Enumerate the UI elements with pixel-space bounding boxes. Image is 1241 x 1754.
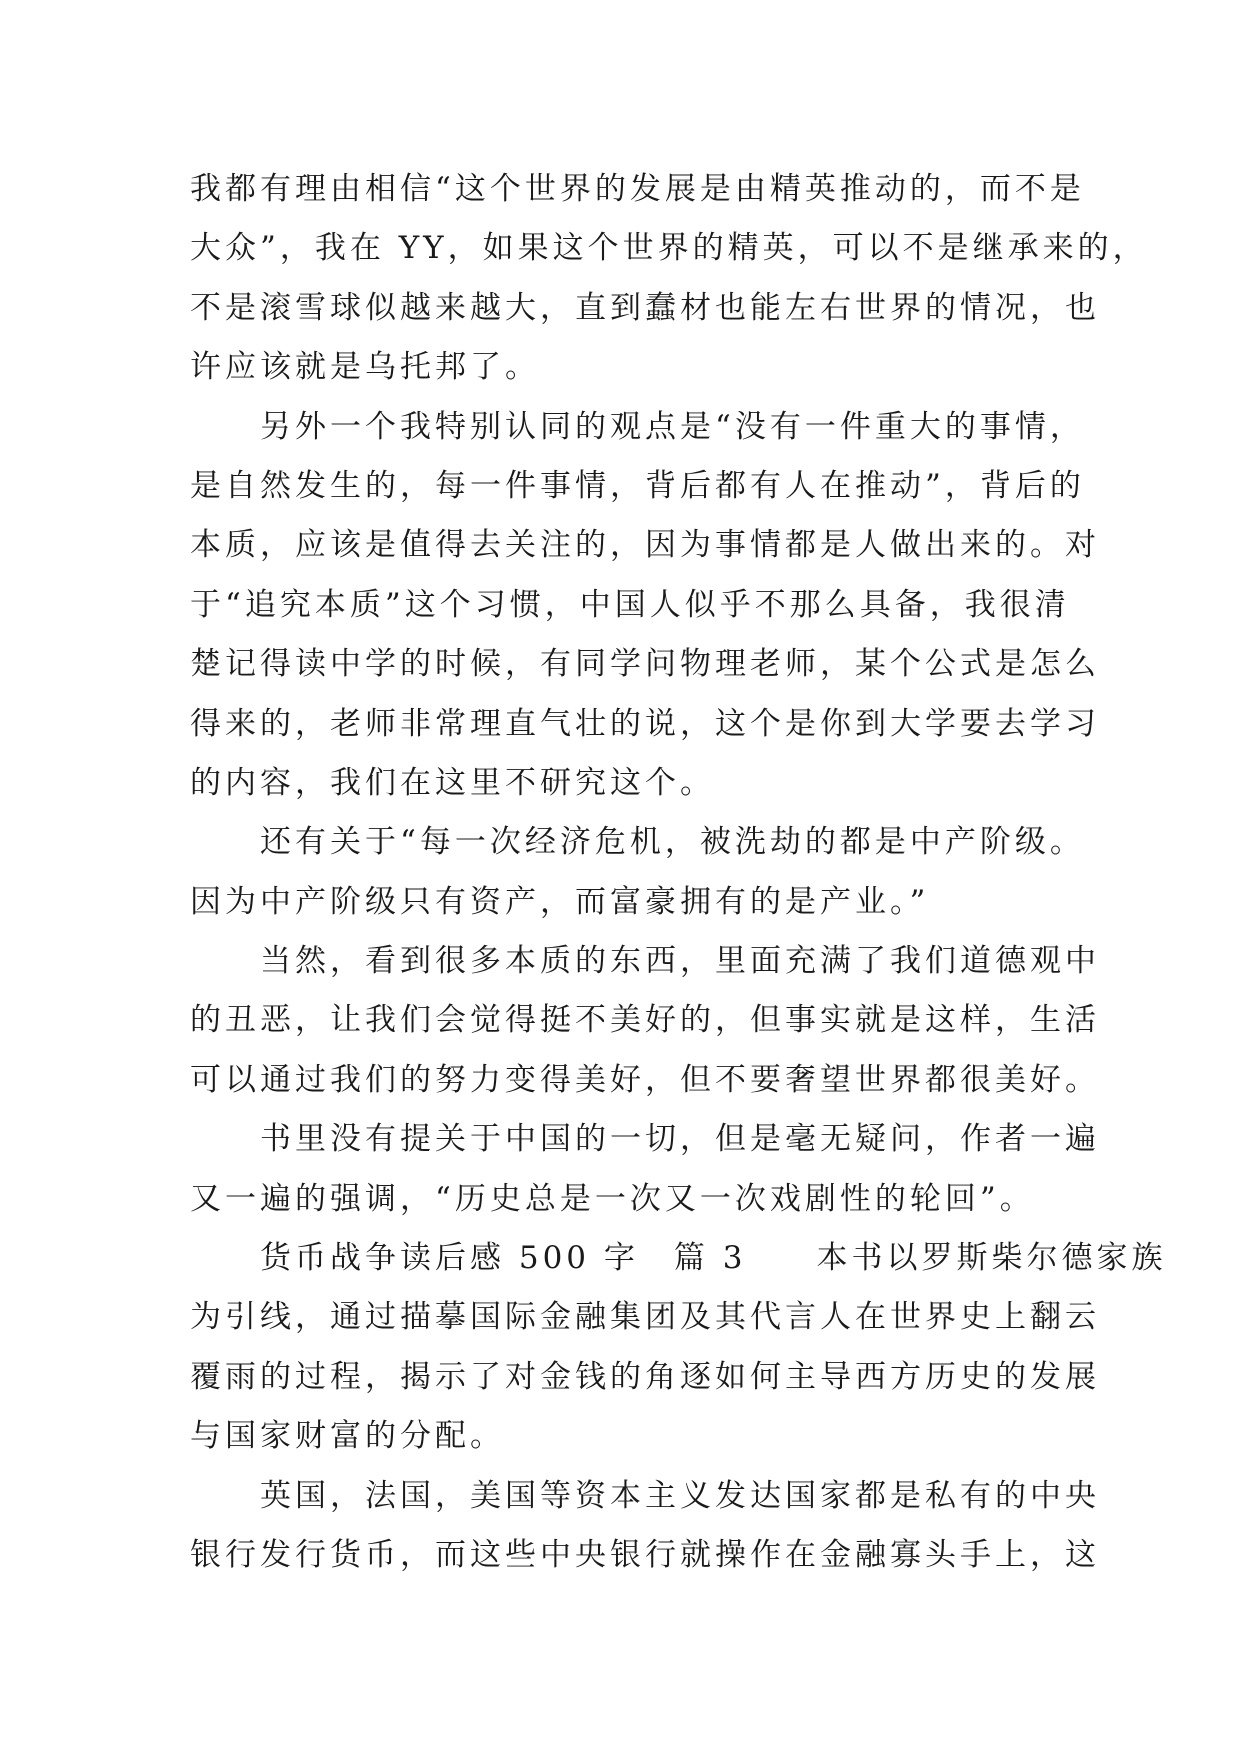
text-line: 大众”，我在 YY，如果这个世界的精英，可以不是继承来的， (190, 230, 1148, 267)
text-line: 英国，法国，美国等资本主义发达国家都是私有的中央 (190, 1477, 1100, 1514)
text-line: 可以通过我们的努力变得美好，但不要奢望世界都很美好。 (190, 1061, 1100, 1098)
text-line: 银行发行货币，而这些中央银行就操作在金融寡头手上，这 (190, 1536, 1100, 1573)
text-line: 本质，应该是值得去关注的，因为事情都是人做出来的。对 (190, 527, 1100, 564)
text-line: 不是滚雪球似越来越大，直到蠢材也能左右世界的情况，也 (190, 289, 1100, 326)
text-line: 得来的，老师非常理直气壮的说，这个是你到大学要去学习 (190, 705, 1100, 742)
text-line: 于“追究本质”这个习惯，中国人似乎不那么具备，我很清 (190, 586, 1070, 623)
text-line: 货币战争读后感 500 字 篇 3 本书以罗斯柴尔德家族 (190, 1240, 1167, 1277)
text-line: 楚记得读中学的时候，有同学问物理老师，某个公式是怎么 (190, 646, 1100, 683)
text-line: 我都有理由相信“这个世界的发展是由精英推动的，而不是 (190, 171, 1085, 207)
text-line: 的内容，我们在这里不研究这个。 (190, 764, 715, 801)
text-line: 为引线，通过描摹国际金融集团及其代言人在世界史上翻云 (190, 1299, 1100, 1336)
text-line: 书里没有提关于中国的一切，但是毫无疑问，作者一遍 (190, 1121, 1100, 1158)
text-line: 还有关于“每一次经济危机，被洗劫的都是中产阶级。 (190, 824, 1085, 861)
text-line: 又一遍的强调，“历史总是一次又一次戏剧性的轮回”。 (190, 1180, 1035, 1217)
text-line: 与国家财富的分配。 (190, 1418, 505, 1455)
text-line: 覆雨的过程，揭示了对金钱的角逐如何主导西方历史的发展 (190, 1358, 1100, 1395)
text-line: 的丑恶，让我们会觉得挺不美好的，但事实就是这样，生活 (190, 1002, 1100, 1039)
text-line: 因为中产阶级只有资产，而富豪拥有的是产业。” (190, 883, 930, 920)
text-line: 是自然发生的，每一件事情，背后都有人在推动”，背后的 (190, 467, 1085, 504)
text-line: 当然，看到很多本质的东西，里面充满了我们道德观中 (190, 943, 1100, 980)
text-line: 许应该就是乌托邦了。 (190, 349, 540, 386)
document-body (190, 160, 1167, 1585)
text-line: 另外一个我特别认同的观点是“没有一件重大的事情， (190, 408, 1085, 445)
